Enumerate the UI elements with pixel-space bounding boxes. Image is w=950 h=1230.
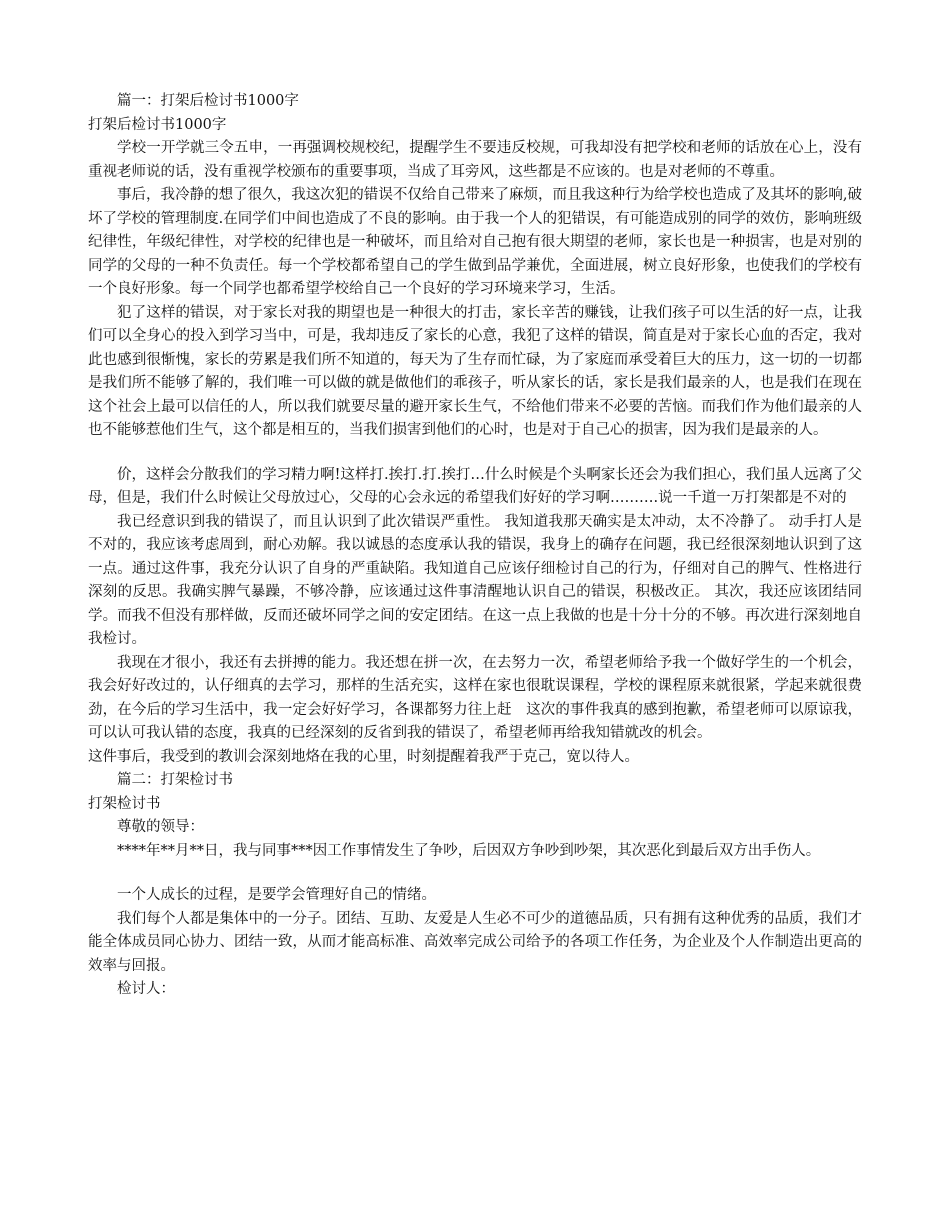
incident-paragraph: ****年**月**日，我与同事***因工作事情发生了争吵，后因双方争吵到吵架，其次恶化到最后双方出手伤人。 bbox=[117, 842, 821, 859]
salutation: 尊敬的领导： bbox=[117, 819, 204, 835]
section-2-heading: 篇二：打架检讨书 bbox=[117, 772, 233, 788]
signature-line: 检讨人： bbox=[117, 981, 175, 997]
paragraph: 犯了这样的错误，对于家长对我的期望也是一种很大的打击，家长辛苦的赚钱，让我们孩子可以生活的好一点，让我们可以全身心的投入到学习当中，可是，我却违反了家长的心意，我犯了这样的错误，简直是对于家长心血的否定，我对此也感到很惭愧，家长的劳累是我们所不知道的，每天为了生存而忙碌，为了家庭而承受着巨大的压力，这一切的一切都是我们所不能够了解的，我们唯一可以做的就是做他们的乖孩子，听从家长的话，家长是我们最亲的人，也是我们在现在这个社会上最可以信任的人，所以我们就要尽量的避开家长生气，不给他们带来不必要的苦恼。而我们作为他们最亲的人也不能够惹他们生气，这个都是相互的，当我们损害到他们的心时，也是对于自己心的损害，因为我们是最亲的人。 bbox=[88, 304, 862, 438]
paragraph: 我们每个人都是集体中的一分子。团结、互助、友爱是人生必不可少的道德品质，只有拥有这种优秀的品质，我们才能全体成员同心协力、团结一致，从而才能高标准、高效率完成公司给予的各项工作任务，为企业及个人作制造出更高的效率与回报。 bbox=[88, 910, 862, 974]
paragraph: 我已经意识到我的错误了，而且认识到了此次错误严重性。 我知道我那天确实是太冲动，太不冷静了。 动手打人是不对的，我应该考虑周到，耐心劝解。我以诚恳的态度承认我的错误，我身上的确存在问题，我已经很深刻地认识到了这一点。通过这件事，我充分认识了自身的严重缺陷。我知道自己应该仔细检讨自己的行为，仔细对自己的脾气、性格进行深刻的反思。我确实脾气暴躁，不够冷静，应该通过这件事清醒地认识自己的错误，积极改正。 其次，我还应该团结同学。而我不但没有那样做，反而还破坏同学之间的安定团结。在这一点上我做的也是十分十分的不够。再次进行深刻地自我检讨。 bbox=[88, 513, 862, 647]
paragraph: 我现在才很小，我还有去拼搏的能力。我还想在拼一次，在去努力一次，希望老师给予我一个做好学生的一个机会，我会好好改过的，认仔细真的去学习，那样的生活充实，这样在家也很耽误课程，学校的课程原来就很紧，学起来就很费劲，在今后的学习生活中，我一定会好好学习，各课都努力往上赶 这次的事件我真的感到抱歉，希望老师可以原谅我，可以认可我认错的态度，我真的已经深刻的反省到我的错误了，希望老师再给我知错就改的机会。 bbox=[88, 654, 862, 741]
section-1-heading: 篇一：打架后检讨书1000字 bbox=[117, 93, 299, 109]
section-1-title: 打架后检讨书1000字 bbox=[88, 116, 227, 133]
closing-paragraph: 这件事后，我受到的教训会深刻地烙在我的心里，时刻提醒着我严于克己，宽以待人。 bbox=[88, 748, 639, 765]
paragraph-gap bbox=[88, 863, 862, 884]
section-2-title: 打架检讨书 bbox=[88, 795, 161, 812]
paragraph: 价，这样会分散我们的学习精力啊!这样打.挨打.打.挨打…什么时候是个头啊家长还会为我们担心，我们虽人远离了父母，但是，我们什么时候让父母放过心，父母的心会永远的希望我们好好的学习啊……….说一千道一万打架都是不对的 bbox=[88, 466, 862, 506]
paragraph-gap bbox=[88, 443, 862, 464]
paragraph: 学校一开学就三令五申，一再强调校规校纪，提醒学生不要违反校规，可我却没有把学校和老师的话放在心上，没有重视老师说的话，没有重视学校颁布的重要事项，当成了耳旁风，这些都是不应该的。也是对老师的不尊重。 bbox=[88, 140, 862, 180]
paragraph: 一个人成长的过程，是要学会管理好自己的情绪。 bbox=[117, 887, 436, 903]
document-body bbox=[88, 90, 862, 1002]
paragraph: 事后，我冷静的想了很久，我这次犯的错误不仅给自己带来了麻烦，而且我这种行为给学校也造成了及其坏的影响,破坏了学校的管理制度.在同学们中间也造成了不良的影响。由于我一个人的犯错误，有可能造成别的同学的效仿，影响班级纪律性，年级纪律性，对学校的纪律也是一种破坏，而且给对自己抱有很大期望的老师，家长也是一种损害，也是对别的同学的父母的一种不负责任。每一个学校都希望自己的学生做到品学兼优，全面进展，树立良好形象，也使我们的学校有一个良好形象。每一个同学也都希望学校给自己一个良好的学习环境来学习，生活。 bbox=[88, 187, 862, 297]
